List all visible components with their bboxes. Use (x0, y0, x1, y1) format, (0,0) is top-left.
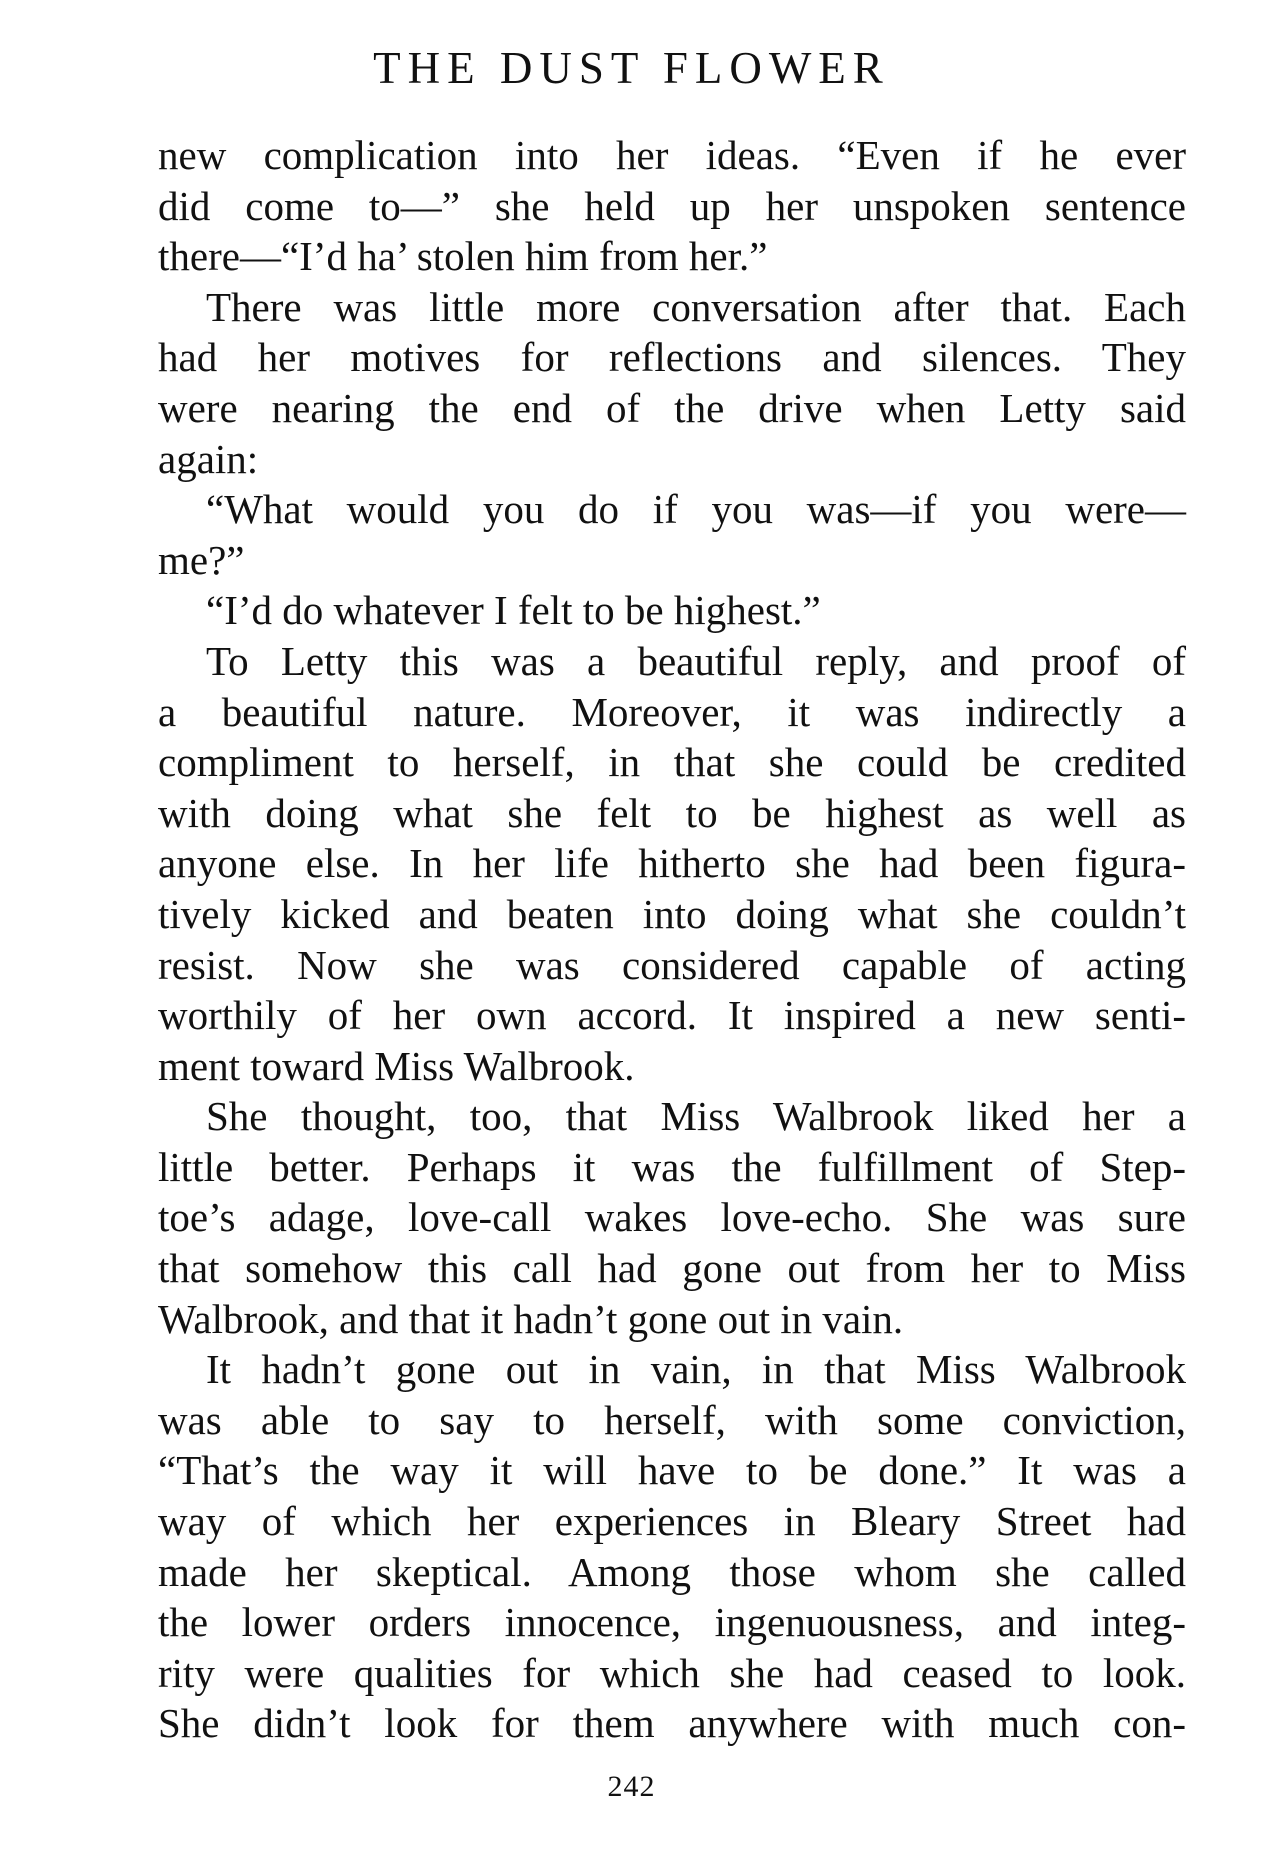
text-line: way of which her experiences in Bleary Street had (158, 1498, 1186, 1545)
text-line: resist. Now she was considered capable of acting (158, 941, 1186, 988)
text-line: ment toward Miss Walbrook. (158, 1042, 635, 1089)
text-line: new complication into her ideas. “Even if he ever (158, 132, 1186, 178)
text-line: “That’s the way it will have to be done.” It was a (158, 1447, 1186, 1494)
text-line: anyone else. In her life hitherto she had been figura- (158, 840, 1186, 887)
text-line: again: (158, 435, 259, 482)
text-line: compliment to herself, in that she could be credited (158, 739, 1186, 786)
text-line: worthily of her own accord. It inspired a new senti- (158, 992, 1186, 1039)
text-line: a beautiful nature. Moreover, it was indirectly a (158, 688, 1186, 735)
text-line: did come to—” she held up her unspoken sentence (158, 182, 1186, 229)
page-number: 242 (607, 1770, 656, 1803)
text-line: made her skeptical. Among those whom she called (158, 1548, 1186, 1595)
text-line: with doing what she felt to be highest as well as (158, 789, 1186, 836)
text-line: tively kicked and beaten into doing what she couldn’t (158, 890, 1186, 937)
text-line: the lower orders innocence, ingenuousness, and integ- (158, 1599, 1186, 1646)
text-line: was able to say to herself, with some conviction, (158, 1396, 1186, 1443)
text-line: Walbrook, and that it hadn’t gone out in vain. (158, 1295, 904, 1342)
text-line: “I’d do whatever I felt to be highest.” (206, 587, 821, 634)
text-line: To Letty this was a beautiful reply, and proof of (206, 637, 1186, 684)
text-line: that somehow this call had gone out from her to Miss (158, 1245, 1186, 1292)
text-line: were nearing the end of the drive when Letty said (158, 384, 1186, 431)
text-line: me?” (158, 536, 245, 583)
body-text (158, 130, 1186, 1749)
text-line: There was little more conversation after that. Each (206, 283, 1186, 330)
text-line: She didn’t look for them anywhere with much con- (158, 1700, 1186, 1747)
text-line: rity were qualities for which she had ceased to look. (158, 1649, 1186, 1696)
text-line: had her motives for reflections and silences. They (158, 334, 1186, 381)
text-line: It hadn’t gone out in vain, in that Miss Walbrook (206, 1346, 1186, 1393)
text-line: toe’s adage, love-call wakes love-echo. She was sure (158, 1194, 1186, 1241)
text-line: there—“I’d ha’ stolen him from her.” (158, 233, 768, 280)
text-line: “What would you do if you was—if you were— (206, 486, 1186, 533)
running-head: THE DUST FLOWER (373, 43, 890, 93)
text-line: She thought, too, that Miss Walbrook liked her a (206, 1093, 1186, 1140)
text-line: little better. Perhaps it was the fulfillment of Step- (158, 1143, 1186, 1190)
